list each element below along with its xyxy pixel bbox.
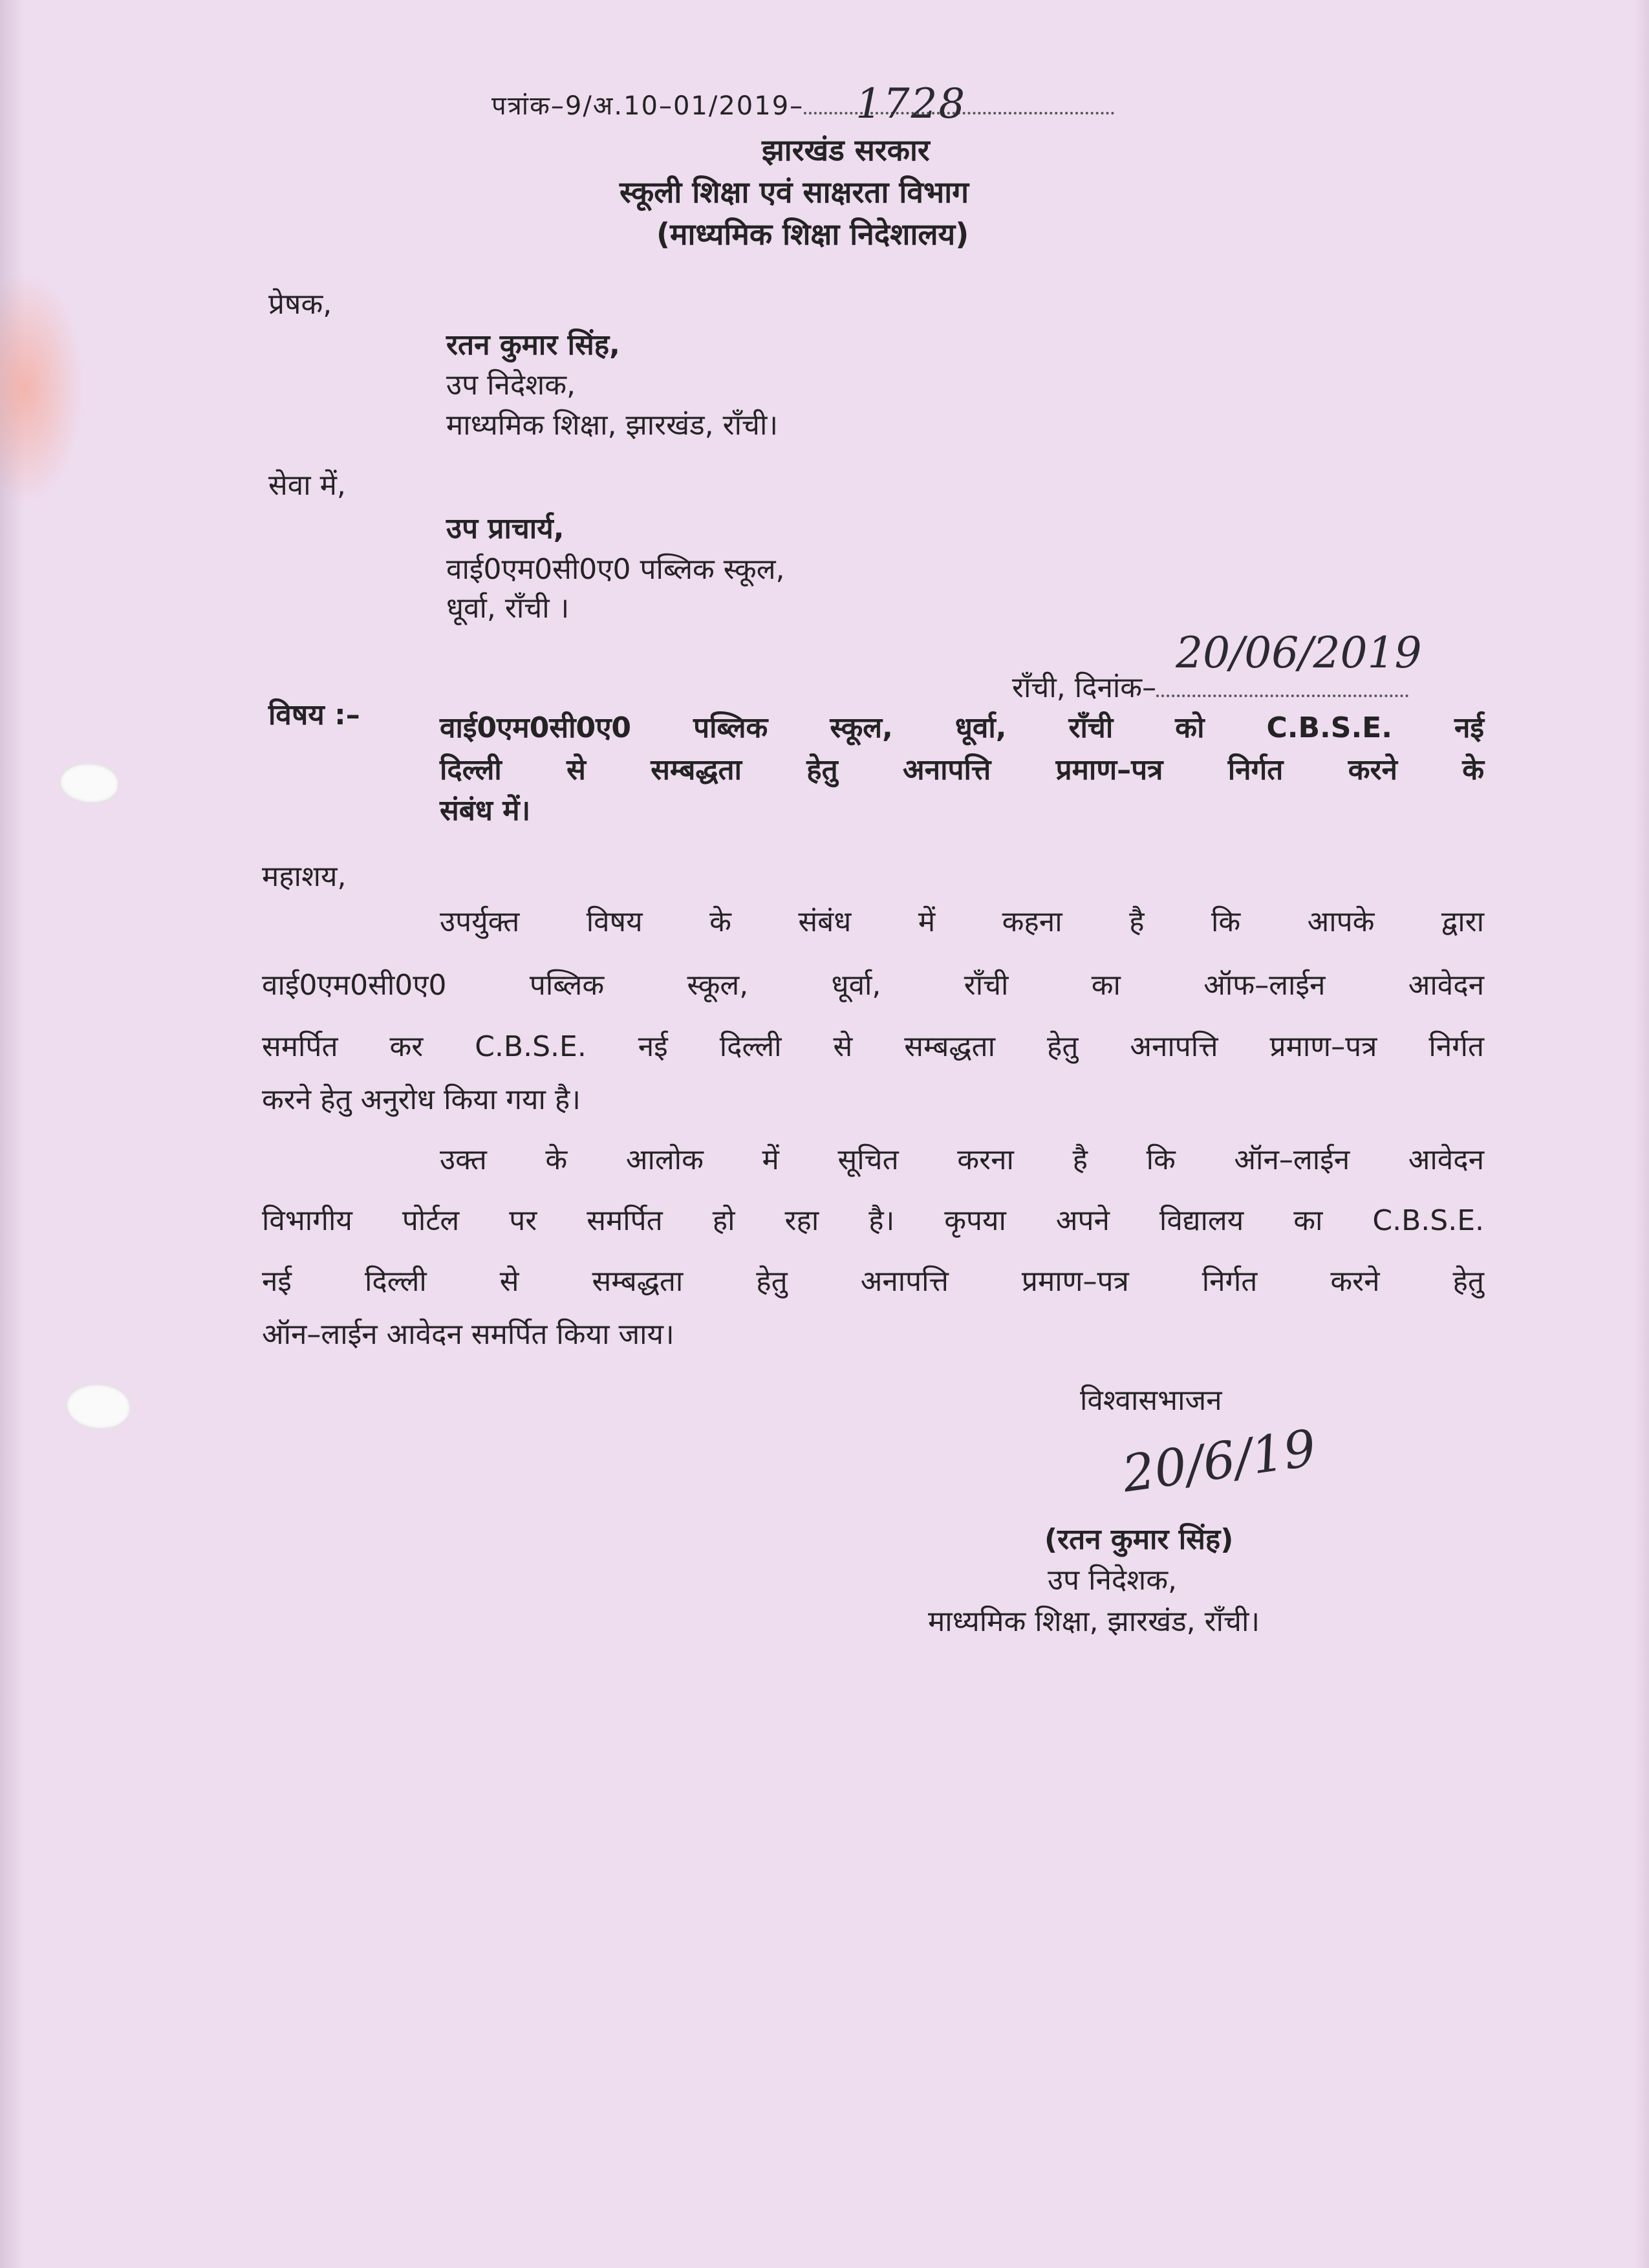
paragraph2-line-4: ऑन–लाईन आवेदन समर्पित किया जाय। — [262, 1318, 674, 1351]
date-handwritten-value: 20/06/2019 — [1176, 628, 1422, 678]
recipient-title: उप प्राचार्य, — [446, 512, 565, 545]
reference-number-line — [491, 80, 1114, 128]
punch-hole-bottom — [66, 1384, 131, 1429]
subject-line-3: संबंध में। — [440, 794, 531, 827]
scan-right-edge — [1635, 0, 1649, 2268]
date-dotted-blank — [1156, 628, 1422, 697]
recipient-school: वाई0एम0सी0ए0 पब्लिक स्कूल, — [446, 553, 785, 586]
closing-office: माध्यमिक शिक्षा, झारखंड, राँची। — [928, 1605, 1260, 1638]
closing-designation: उप निदेशक, — [1048, 1564, 1177, 1597]
paragraph2-line-3: नई दिल्ली से सम्बद्धता हेतु अनापत्ति प्रमाण–पत्र निर्गत करने हेतु — [262, 1265, 1484, 1298]
paragraph1-line-4: करने हेतु अनुरोध किया गया है। — [262, 1083, 581, 1116]
paragraph1-line-1: उपर्युक्त विषय के संबंध में कहना है कि आपके द्वारा — [440, 905, 1484, 938]
paragraph1-line-3: समर्पित कर C.B.S.E. नई दिल्ली से सम्बद्धता हेतु अनापत्ति प्रमाण–पत्र निर्गत — [262, 1030, 1484, 1063]
signature: 20/6/19 — [1119, 1419, 1320, 1504]
paragraph2-line-1: उक्त के आलोक में सूचित करना है कि ऑन–लाईन आवेदन — [440, 1143, 1484, 1176]
paragraph1-line-2: वाई0एम0सी0ए0 पब्लिक स्कूल, धूर्वा, राँची का ऑफ–लाईन आवेदन — [262, 969, 1484, 1002]
reference-dotted-blank — [804, 80, 1114, 128]
paragraph2-line-2: विभागीय पोर्टल पर समर्पित हो रहा है। कृपया अपने विद्यालय का C.B.S.E. — [262, 1204, 1484, 1237]
recipient-label: सेवा में, — [268, 469, 346, 502]
department-name: स्कूली शिक्षा एवं साक्षरता विभाग — [620, 175, 969, 210]
closing-name: (रतन कुमार सिंह) — [1044, 1523, 1234, 1556]
sender-name: रतन कुमार सिंह, — [446, 329, 620, 362]
reference-handwritten-number: 1728 — [856, 80, 967, 128]
valediction: विश्वासभाजन — [1080, 1384, 1222, 1417]
subject-line-1: वाई0एम0सी0ए0 पब्लिक स्कूल, धूर्वा, राँची को C.B.S.E. नई — [440, 711, 1484, 744]
sender-designation: उप निदेशक, — [446, 369, 576, 402]
date-line — [1012, 628, 1422, 706]
sender-office: माध्यमिक शिक्षा, झारखंड, राँची। — [446, 409, 779, 442]
punch-hole-top — [59, 763, 119, 803]
directorate-name: (माध्यमिक शिक्षा निदेशालय) — [656, 217, 969, 252]
subject-line-2: दिल्ली से सम्बद्धता हेतु अनापत्ति प्रमाण–पत्र निर्गत करने के — [440, 753, 1484, 786]
subject-label: विषय :– — [268, 698, 360, 731]
government-name: झारखंड सरकार — [762, 133, 930, 167]
reference-prefix: पत्रांक–9/अ.10–01/2019– — [491, 91, 804, 121]
recipient-address: धूर्वा, राँची । — [446, 592, 570, 625]
stain-mark — [0, 272, 84, 504]
salutation: महाशय, — [262, 860, 347, 893]
date-prefix: राँची, दिनांक– — [1012, 671, 1157, 704]
sender-label: प्रेषक, — [268, 288, 332, 321]
